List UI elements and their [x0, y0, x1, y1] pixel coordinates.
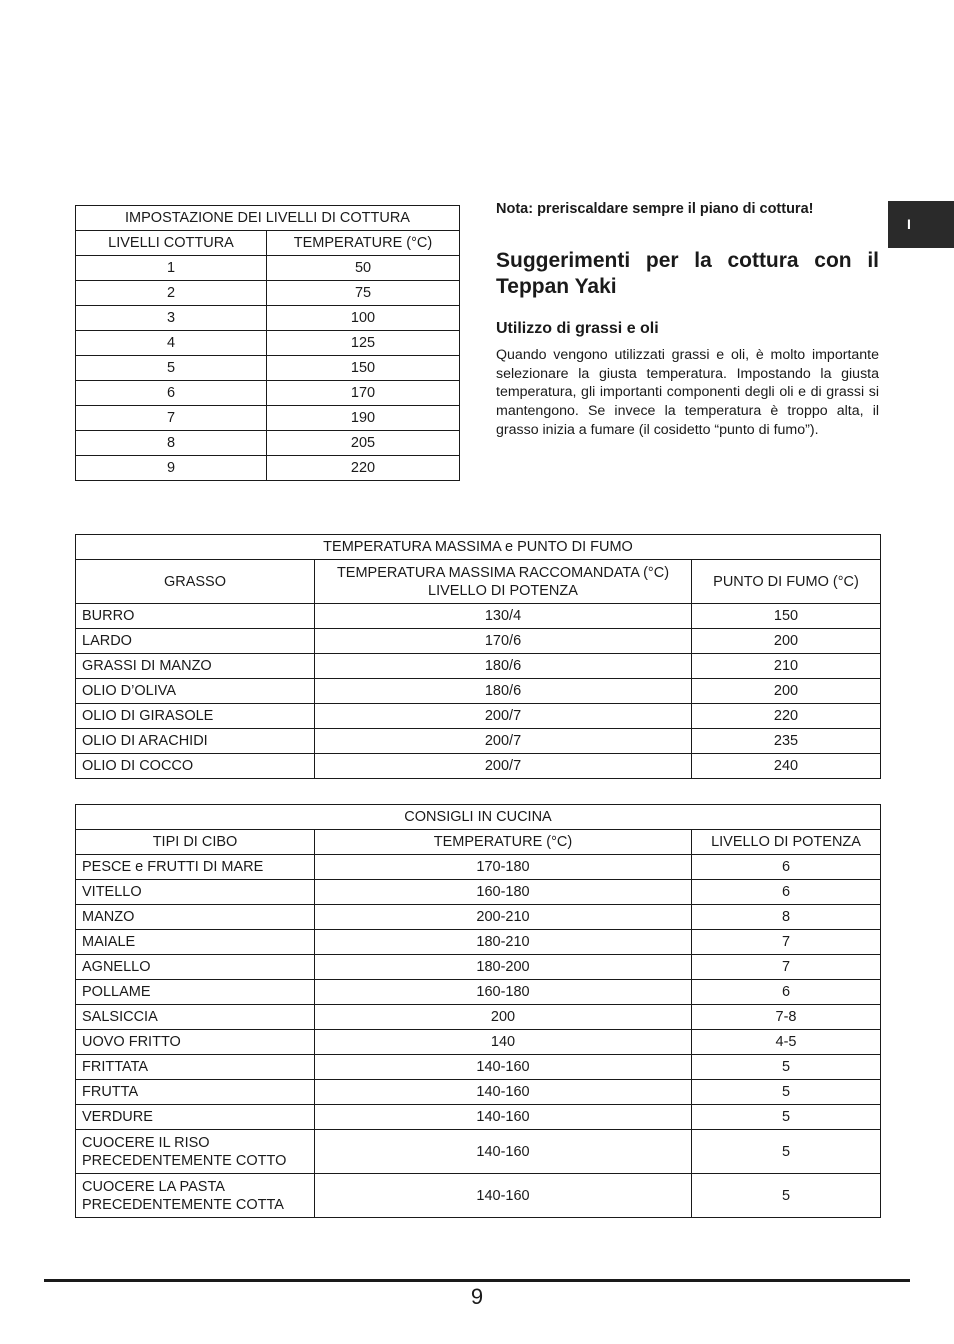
table-row — [76, 331, 460, 356]
fat-name-cell: OLIO DI COCCO — [76, 754, 315, 779]
level-cell: 1 — [76, 256, 267, 281]
levels-header-temp: TEMPERATURE (°C) — [267, 231, 460, 256]
level-cell: 7 — [76, 406, 267, 431]
table-row — [76, 1174, 881, 1218]
tips-table-title: CONSIGLI IN CUCINA — [76, 805, 881, 830]
fat-name-cell: OLIO DI GIRASOLE — [76, 704, 315, 729]
page-number: 9 — [470, 1284, 484, 1309]
max-temp-cell: 200/7 — [315, 729, 692, 754]
temp-cell: 50 — [267, 256, 460, 281]
power-cell: 6 — [692, 880, 881, 905]
level-cell: 4 — [76, 331, 267, 356]
section-tab — [888, 201, 954, 248]
max-temp-cell: 180/6 — [315, 654, 692, 679]
power-cell: 7 — [692, 930, 881, 955]
fat-name-cell: LARDO — [76, 629, 315, 654]
food-cell: PESCE e FRUTTI DI MARE — [76, 855, 315, 880]
power-cell: 4-5 — [692, 1030, 881, 1055]
table-row — [76, 980, 881, 1005]
level-cell: 9 — [76, 456, 267, 481]
power-cell: 5 — [692, 1080, 881, 1105]
power-cell: 8 — [692, 905, 881, 930]
max-temp-cell: 200/7 — [315, 754, 692, 779]
preheat-note: Nota: preriscaldare sempre il piano di cottura! — [496, 201, 814, 217]
smoke-point-cell: 240 — [692, 754, 881, 779]
temp-cell: 150 — [267, 356, 460, 381]
max-temp-cell: 200/7 — [315, 704, 692, 729]
table-row — [76, 1005, 881, 1030]
fats-smoke-point-table — [75, 534, 881, 779]
temp-cell: 180-210 — [315, 930, 692, 955]
temp-cell: 125 — [267, 331, 460, 356]
tips-header-food: TIPI DI CIBO — [76, 830, 315, 855]
section-tab-label: I — [907, 216, 911, 232]
table-row — [76, 1080, 881, 1105]
table-row — [76, 955, 881, 980]
level-cell: 3 — [76, 306, 267, 331]
table-row — [76, 281, 460, 306]
smoke-point-cell: 220 — [692, 704, 881, 729]
table-row — [76, 1055, 881, 1080]
table-row — [76, 754, 881, 779]
temp-cell: 220 — [267, 456, 460, 481]
table-row — [76, 604, 881, 629]
temp-cell: 100 — [267, 306, 460, 331]
level-cell: 2 — [76, 281, 267, 306]
temp-cell: 170 — [267, 381, 460, 406]
table-row — [76, 729, 881, 754]
food-cell: MANZO — [76, 905, 315, 930]
food-cell: MAIALE — [76, 930, 315, 955]
cooking-levels-table — [75, 205, 460, 481]
table-row — [76, 930, 881, 955]
temp-cell: 140-160 — [315, 1055, 692, 1080]
fats-table-title: TEMPERATURA MASSIMA e PUNTO DI FUMO — [76, 535, 881, 560]
table-row — [76, 905, 881, 930]
max-temp-cell: 130/4 — [315, 604, 692, 629]
power-cell: 5 — [692, 1130, 881, 1174]
temp-cell: 140-160 — [315, 1080, 692, 1105]
table-row — [76, 1030, 881, 1055]
fat-name-cell: GRASSI DI MANZO — [76, 654, 315, 679]
table-row — [76, 1105, 881, 1130]
smoke-point-cell: 210 — [692, 654, 881, 679]
fat-name-cell: BURRO — [76, 604, 315, 629]
temp-cell: 140-160 — [315, 1105, 692, 1130]
table-row — [76, 679, 881, 704]
smoke-point-cell: 200 — [692, 629, 881, 654]
fat-name-cell: OLIO D’OLIVA — [76, 679, 315, 704]
table-row — [76, 431, 460, 456]
smoke-point-cell: 235 — [692, 729, 881, 754]
tips-header-temp: TEMPERATURE (°C) — [315, 830, 692, 855]
power-cell: 6 — [692, 855, 881, 880]
temp-cell: 190 — [267, 406, 460, 431]
table-row — [76, 256, 460, 281]
table-row — [76, 356, 460, 381]
levels-header-level: LIVELLI COTTURA — [76, 231, 267, 256]
food-cell: VERDURE — [76, 1105, 315, 1130]
power-cell: 5 — [692, 1174, 881, 1218]
power-cell: 5 — [692, 1055, 881, 1080]
fat-name-cell: OLIO DI ARACHIDI — [76, 729, 315, 754]
temp-cell: 205 — [267, 431, 460, 456]
temp-cell: 140-160 — [315, 1174, 692, 1218]
temp-cell: 140-160 — [315, 1130, 692, 1174]
food-cell: POLLAME — [76, 980, 315, 1005]
max-temp-cell: 180/6 — [315, 679, 692, 704]
level-cell: 8 — [76, 431, 267, 456]
temp-cell: 180-200 — [315, 955, 692, 980]
food-cell: VITELLO — [76, 880, 315, 905]
food-cell: AGNELLO — [76, 955, 315, 980]
food-cell: SALSICCIA — [76, 1005, 315, 1030]
smoke-point-cell: 200 — [692, 679, 881, 704]
temp-cell: 75 — [267, 281, 460, 306]
fats-header-max-temp: TEMPERATURA MASSIMA RACCOMANDATA (°C) LIVELLO DI POTENZA — [315, 560, 692, 604]
footer-rule — [44, 1279, 910, 1282]
power-cell: 5 — [692, 1105, 881, 1130]
table-row — [76, 855, 881, 880]
section-heading: Suggerimenti per la cottura con il Teppan Yaki — [496, 249, 879, 298]
table-row — [76, 704, 881, 729]
max-temp-cell: 170/6 — [315, 629, 692, 654]
level-cell: 5 — [76, 356, 267, 381]
table-row — [76, 456, 460, 481]
table-row — [76, 880, 881, 905]
temp-cell: 160-180 — [315, 880, 692, 905]
power-cell: 6 — [692, 980, 881, 1005]
fats-header-fat: GRASSO — [76, 560, 315, 604]
section-subheading: Utilizzo di grassi e oli — [496, 320, 659, 337]
fats-header-smoke-point: PUNTO DI FUMO (°C) — [692, 560, 881, 604]
fats-paragraph: Quando vengono utilizzati grassi e oli, è molto importante selezionare la giusta temperatura. Impostando la giusta temperatura, gli importanti componenti degli oli e di grassi si mantengono. Se invece la temperatura è troppo alta, il grasso inizia a fumare (il cosidetto “punto di fumo”). — [496, 347, 879, 438]
food-cell: FRUTTA — [76, 1080, 315, 1105]
table-row — [76, 654, 881, 679]
table-row — [76, 629, 881, 654]
kitchen-tips-table — [75, 804, 881, 1218]
table-row — [76, 381, 460, 406]
food-cell: CUOCERE LA PASTA PRECEDENTEMENTE COTTA — [76, 1174, 315, 1218]
power-cell: 7-8 — [692, 1005, 881, 1030]
temp-cell: 200 — [315, 1005, 692, 1030]
food-cell: CUOCERE IL RISO PRECEDENTEMENTE COTTO — [76, 1130, 315, 1174]
levels-table-title: IMPOSTAZIONE DEI LIVELLI DI COTTURA — [76, 206, 460, 231]
smoke-point-cell: 150 — [692, 604, 881, 629]
temp-cell: 200-210 — [315, 905, 692, 930]
food-cell: FRITTATA — [76, 1055, 315, 1080]
food-cell: UOVO FRITTO — [76, 1030, 315, 1055]
power-cell: 7 — [692, 955, 881, 980]
table-row — [76, 306, 460, 331]
table-row — [76, 1130, 881, 1174]
temp-cell: 140 — [315, 1030, 692, 1055]
temp-cell: 160-180 — [315, 980, 692, 1005]
table-row — [76, 406, 460, 431]
tips-header-power: LIVELLO DI POTENZA — [692, 830, 881, 855]
level-cell: 6 — [76, 381, 267, 406]
temp-cell: 170-180 — [315, 855, 692, 880]
